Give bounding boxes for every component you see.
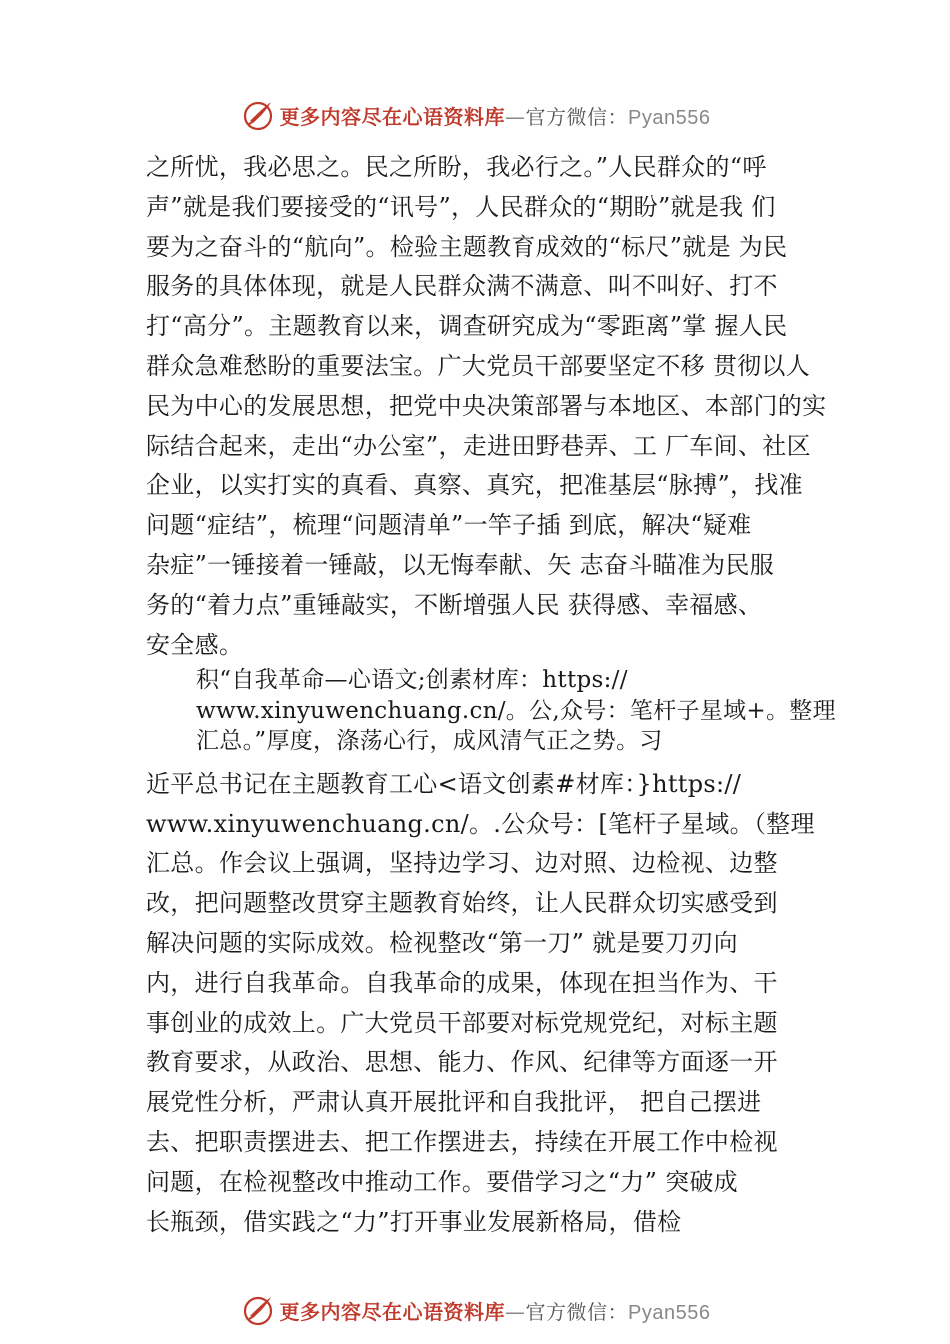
text-line: 积“自我革命—心语文;创素材库：https:// (196, 667, 628, 694)
text-line: 展党性分析，严肃认真开展批评和自我批评， 把自己摆进 (146, 1088, 762, 1117)
banner-wechat-label: 官方微信： (525, 1299, 629, 1324)
feather-pen-seal-icon (240, 97, 276, 133)
text-line: 问题，在检视整改中推动工作。要借学习之“力” 突破成 (146, 1167, 738, 1196)
text-line: 声”就是我们要接受的“讯号”，人民群众的“期盼”就是我 们 (146, 192, 776, 221)
document-body (146, 148, 836, 1242)
banner-wechat-label: 官方微信： (525, 104, 629, 129)
text-line: 汇总。作会议上强调，坚持边学习、边对照、边检视、边整 (146, 849, 778, 878)
header-banner (0, 95, 950, 135)
banner-site-name: 更多内容尽在心语资料库 (279, 1299, 506, 1324)
text-line: 安全感。 (146, 630, 244, 659)
paragraph-2 (146, 765, 836, 1243)
text-line: 要为之奋斗的“航向”。检验主题教育成效的“标尺”就是 为民 (146, 232, 788, 261)
text-line: 服务的具体体现，就是人民群众满不满意、叫不叫好、打不 (146, 272, 778, 301)
text-line: 群众急难愁盼的重要法宝。广大党员干部要坚定不移 贯彻以人 (146, 351, 811, 380)
text-line: 企业，以实打实的真看、真察、真究，把准基层“脉搏”，找准 (146, 471, 803, 500)
footer-banner-content (240, 1292, 711, 1328)
text-line: www.xinyuwenchuang.cn/。.公众号：[笔杆子星域。（整理 (146, 809, 815, 838)
text-line: 内，进行自我革命。自我革命的成果，体现在担当作为、干 (146, 968, 778, 997)
footer-banner (0, 1290, 950, 1330)
header-banner-content (240, 97, 711, 133)
text-line: 教育要求，从政治、思想、能力、作风、纪律等方面逐一开 (146, 1048, 778, 1077)
quote-block (146, 665, 836, 757)
text-line: 杂症”一锤接着一锤敲，以无悔奉献、矢 志奋斗瞄准为民服 (146, 550, 774, 579)
feather-pen-seal-icon (240, 1292, 276, 1328)
text-line: 近平总书记在主题教育工心<语文创素#材库：}https:// (146, 769, 742, 798)
text-line: 解决问题的实际成效。检视整改“第一刀” 就是要刀刃向 (146, 929, 738, 958)
text-line: 长瓶颈，借实践之“力”打开事业发展新格局，借检 (146, 1207, 682, 1236)
text-line: www.xinyuwenchuang.cn/。公,众号：笔杆子星域+。整理 (196, 697, 836, 724)
text-line: 事创业的成效上。广大党员干部要对标党规党纪，对标主题 (146, 1008, 778, 1037)
text-line: 去、把职责摆进去、把工作摆进去，持续在开展工作中检视 (146, 1128, 778, 1157)
text-line: 民为中心的发展思想，把党中央决策部署与本地区、本部门的实 (146, 391, 827, 420)
text-line: 汇总。”厚度，涤荡心行，成风清气正之势。习 (196, 728, 663, 755)
paragraph-gap (146, 757, 836, 765)
text-line: 务的“着力点”重锤敲实，不断增强人民 获得感、幸福感、 (146, 590, 763, 619)
paragraph-1 (146, 148, 836, 665)
text-line: 问题“症结”，梳理“问题清单”一竿子插 到底，解决“疑难 (146, 511, 752, 540)
banner-site-name: 更多内容尽在心语资料库 (279, 104, 506, 129)
banner-dash: — (505, 1299, 526, 1324)
banner-wechat-id: Pyan556 (628, 1301, 711, 1324)
banner-wechat-id: Pyan556 (628, 106, 711, 129)
text-line: 之所忧，我必思之。民之所盼，我必行之。”人民群众的“呼 (146, 153, 767, 181)
text-line: 际结合起来，走出“办公室”，走进田野巷弄、工 厂车间、社区 (146, 431, 811, 460)
banner-dash: — (505, 104, 526, 129)
text-line: 打“高分”。主题教育以来，调查研究成为“零距离”掌 握人民 (146, 312, 788, 341)
text-line: 改，把问题整改贯穿主题教育始终，让人民群众切实感受到 (146, 889, 778, 918)
